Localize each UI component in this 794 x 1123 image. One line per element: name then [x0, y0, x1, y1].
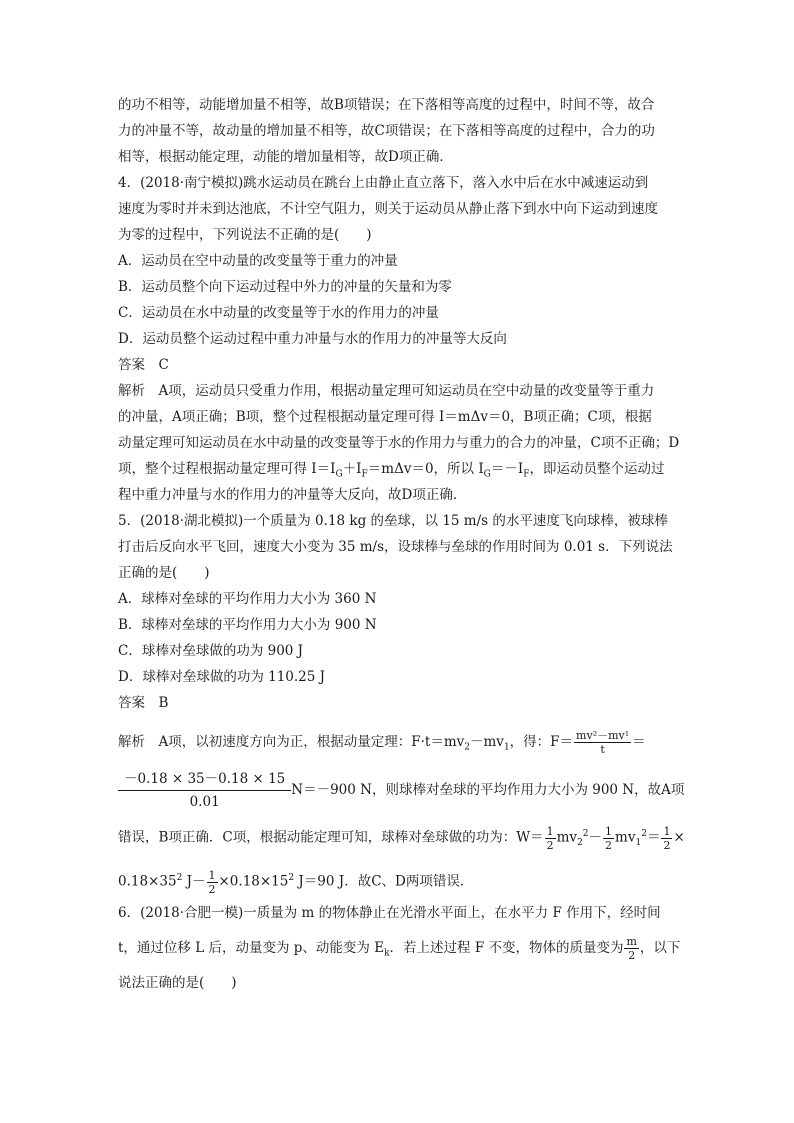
q6-stem-3: 说法正确的是( )	[118, 975, 237, 991]
q5-option-b: B．球棒对垒球的平均作用力大小为 900 N	[118, 617, 377, 633]
q5-option-c: C．球棒对垒球做的功为 900 J	[118, 643, 304, 659]
q4-analysis-1: 解析 A项，运动员只受重力作用，根据动量定理可知运动员在空中动量的改变量等于重力	[118, 383, 655, 399]
q5-answer: 答案 B	[118, 695, 169, 711]
q4-analysis-3: 动量定理可知运动员在水中动量的改变量等于水的作用力与重力的合力的冲量，C项不正确；D	[118, 435, 680, 451]
force-value-fraction: $\frac{-0.18 \times 35-0.18 \times 15}{0.01}$	[118, 768, 291, 813]
q5-analysis-3: 错误，B项正确．C项，根据动能定理可知，球棒对垒球做的功为：W＝ $\frac{1}{2}$ $mv_2^2-$ $\frac{1}{2}$ $mv_1^2=$ $\frac{1}{2}$ ×	[118, 824, 685, 852]
document-body	[118, 92, 685, 996]
intro-line-3: 相等，根据动能定理，动能的增加量相等，故D项正确．	[118, 149, 453, 165]
q5-stem-3: 正确的是( )	[118, 565, 210, 581]
q5-analysis-4: $0.18\times 35^2$ J－ $\frac{1}{2}$ $\times 0.18\times 15^2$ J＝90 J．故C、D两项错误．	[118, 868, 474, 896]
q5-analysis-1: 解析 A项，以初速度方向为正，根据动量定理：$F\cdot t=mv_2-mv_1$，得：F＝ $\frac{\text{mv²－mv¹}}{t}$ ＝	[118, 729, 646, 756]
q4-option-c: C．运动员在水中动量的改变量等于水的作用力的冲量	[118, 305, 439, 321]
q4-answer: 答案 C	[118, 357, 169, 373]
intro-line-1: 的功不相等，动能增加量不相等，故B项错误；在下落相等高度的过程中，时间不等，故合	[118, 97, 655, 113]
q5-analysis-2: $\frac{-0.18 \times 35-0.18 \times 15}{0.01}$ N＝－900 N，则球棒对垒球的平均作用力大小为 900 N，故A项	[118, 768, 678, 812]
force-fraction: $\frac{\text{mv²－mv¹}}{t}$	[576, 729, 630, 756]
q5-stem-1: 5．(2018·湖北模拟)一个质量为 0.18 kg 的垒球，以 15 m/s 的水平速度飞向球棒，被球棒	[118, 513, 668, 529]
q6-stem-1: 6．(2018·合肥一模)一质量为 m 的物体静止在光滑水平面上，在水平力 F 作用下，经时间	[118, 905, 661, 921]
q4-option-d: D．运动员整个运动过程中重力冲量与水的作用力的冲量等大反向	[118, 331, 507, 347]
mass-fraction: $\frac{m}{2}$	[626, 935, 637, 962]
q4-option-a: A．运动员在空中动量的改变量等于重力的冲量	[118, 253, 398, 269]
q4-option-b: B．运动员整个向下运动过程中外力的冲量的矢量和为零	[118, 279, 452, 295]
q4-analysis-2: 的冲量，A项正确；B项，整个过程根据动量定理可得 I＝mΔv＝0，B项正确；C项，根据	[118, 409, 652, 425]
q4-analysis-5: 程中重力冲量与水的作用力的冲量等大反向，故D项正确．	[118, 487, 467, 503]
q6-stem-2: t，通过位移 L 后，动量变为 p、动能变为 $E_k$．若上述过程 F 不变，物体的质量变为 $\frac{m}{2}$ ，以下	[118, 935, 681, 962]
intro-line-2: 力的冲量不等，故动量的增加量不相等，故C项错误；在下落相等高度的过程中，合力的功	[118, 123, 655, 139]
q5-option-d: D．球棒对垒球做的功为 110.25 J	[118, 669, 326, 685]
q5-option-a: A．球棒对垒球的平均作用力大小为 360 N	[118, 591, 377, 607]
half-fraction: $\frac{1}{2}$	[546, 824, 554, 852]
q5-stem-2: 打击后反向水平飞回，速度大小变为 35 m/s，设球棒与垒球的作用时间为 0.01 s．下列说法	[118, 539, 673, 555]
q4-analysis-4: 项，整个过程根据动量定理可得 $I=I_G+I_F=m\Delta v=0$，所以 $I_G=-I_F$，即运动员整个运动过	[118, 461, 665, 480]
q4-stem-1: 4．(2018·南宁模拟)跳水运动员在跳台上由静止直立落下，落入水中后在水中减速运动到	[118, 175, 649, 191]
q4-stem-3: 为零的过程中，下列说法不正确的是( )	[118, 227, 372, 243]
q4-stem-2: 速度为零时并未到达池底，不计空气阻力，则关于运动员从静止落下到水中向下运动到速度	[118, 201, 658, 217]
half-fraction: $\frac{1}{2}$	[605, 824, 613, 852]
half-fraction: $\frac{1}{2}$	[208, 868, 216, 896]
half-fraction: $\frac{1}{2}$	[663, 824, 671, 852]
